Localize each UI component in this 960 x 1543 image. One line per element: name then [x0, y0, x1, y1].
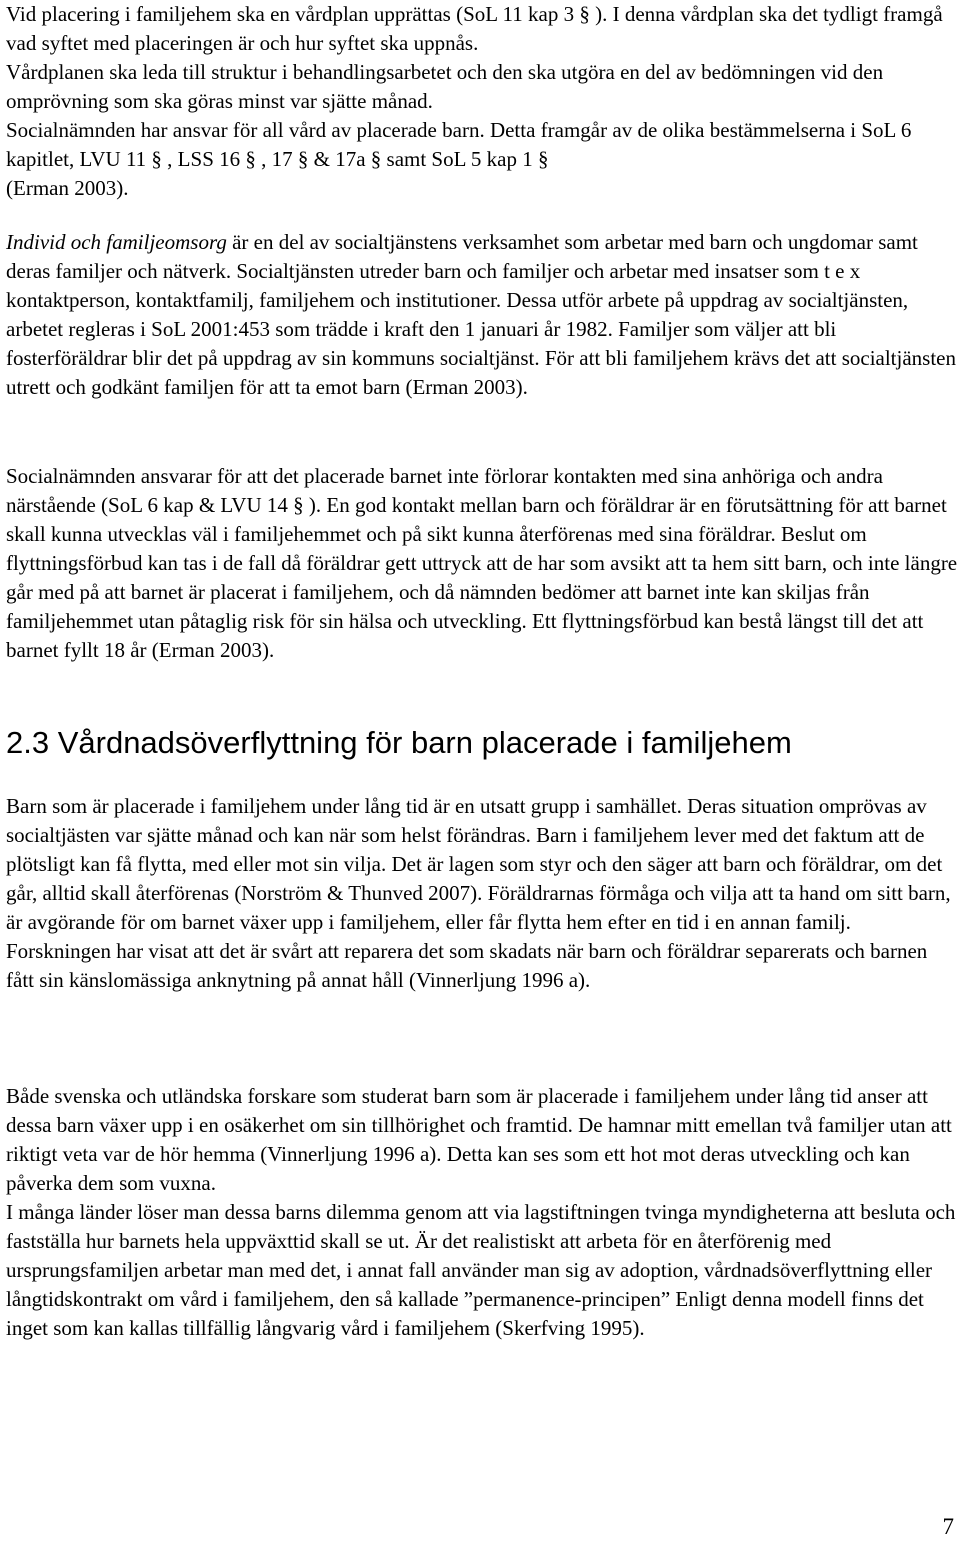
paragraph-research: Både svenska och utländska forskare som studerat barn som är placerade i familjehem under lång tid anser att dessa barn växer upp i en osäkerhet om sin tillhörighet och framtid. De hamnar mitt emellan två familjer utan att riktigt veta var de hör hemma (Vinnerljung 1996 a). Detta kan ses som ett hot mot deras utveckling och kan påverka dem som vuxna. I många länder löser man dessa barns dilemma genom att via lagstiftningen tvinga myndigheterna att besluta och fastställa hur barnets hela uppväxttid skall se ut. Är det realistiskt att arbeta för en återförenig med ursprungsfamiljen arbetar man med det, i annat fall använder man sig av adoption, vårdnadsöverflyttning eller långtidskontrakt om vård i familjehem, den så kallade ”permanence-principen” Enligt denna modell finns det inget som kan kallas tillfällig långvarig vård i familjehem (Skerfving 1995). [6, 1084, 956, 1340]
paragraph-social-services-text: är en del av socialtjänstens verksamhet som arbetar med barn och ungdomar samt deras familjer och nätverk. Socialtjänsten utreder barn och familjer och arbetar med insatser som t e x kontaktperson, kontaktfamilj, familjehem och institutioner. Dessa utför arbete på uppdrag av socialtjänsten, arbetet regleras i SoL 2001:453 som trädde i kraft den 1 januari år 1982. Familjer som väljer att bli fosterföräldrar blir det på uppdrag av sin kommuns socialtjänst. För att bli familjehem krävs det att socialtjänsten utrett och godkänt familjen för att ta emot barn (Erman 2003). [6, 230, 957, 399]
page-number: 7 [942, 1514, 954, 1539]
paragraph-contact-with-relatives: Socialnämnden ansvarar för att det placerade barnet inte förlorar kontakten med sina anhöriga och andra närstående (SoL 6 kap & LVU 14 § ). En god kontakt mellan barn och föräldrar är en förutsättning för att barnet skall kunna utvecklas väl i familjehemmet och på sikt kunna återförenas med sina föräldrar. Beslut om flyttningsförbud kan tas i de fall då föräldrar gett uttryck att de har som avsikt att ta hem sitt barn, och inte längre går med på att barnet är placerat i familjehem, och då nämnden bedömer att barnet inte kan skiljas från familjehemmet utan påtaglig risk för sin hälsa och utveckling. Ett flyttningsförbud kan bestå längst till det att barnet fyllt 18 år (Erman 2003). [6, 464, 958, 662]
section-heading: 2.3 Vårdnadsöverflyttning för barn placerade i familjehem [6, 725, 792, 760]
paragraph-social-services [6, 228, 958, 402]
italic-term: Individ och familjeomsorg [6, 230, 227, 254]
paragraph-foster-children: Barn som är placerade i familjehem under lång tid är en utsatt grupp i samhället. Deras situation omprövas av socialtjästen var sjätte månad och kan när som helst förändras. Barn i familjehem lever med det faktum att de plötsligt kan få flytta, med eller mot sin vilja. Det är lagen som styr och den säger att barn och föräldrar, om det går, alltid skall återförenas (Norström & Thunved 2007). Föräldrarnas förmåga och vilja att ta hand om sitt barn, är avgörande för om barnet växer upp i familjehem, eller får flytta hem efter en tid i en annan familj. Forskningen har visat att det är svårt att reparera det som skadats när barn och föräldrar separerats och barnen fått sin känslomässiga anknytning på annat håll (Vinnerljung 1996 a). [6, 794, 951, 992]
paragraph-care-plan: Vid placering i familjehem ska en vårdplan upprättas (SoL 11 kap 3 § ). I denna vårdplan ska det tydligt framgå vad syftet med placeringen är och hur syftet ska uppnås. Vårdplanen ska leda till struktur i behandlingsarbetet och den ska utgöra en del av bedömningen vid den omprövning som ska göras minst var sjätte månad. Socialnämnden har ansvar för all vård av placerade barn. Detta framgår av de olika bestämmelserna i SoL 6 kapitlet, LVU 11 § , LSS 16 § , 17 § & 17a § samt SoL 5 kap 1 § (Erman 2003). [6, 2, 943, 200]
